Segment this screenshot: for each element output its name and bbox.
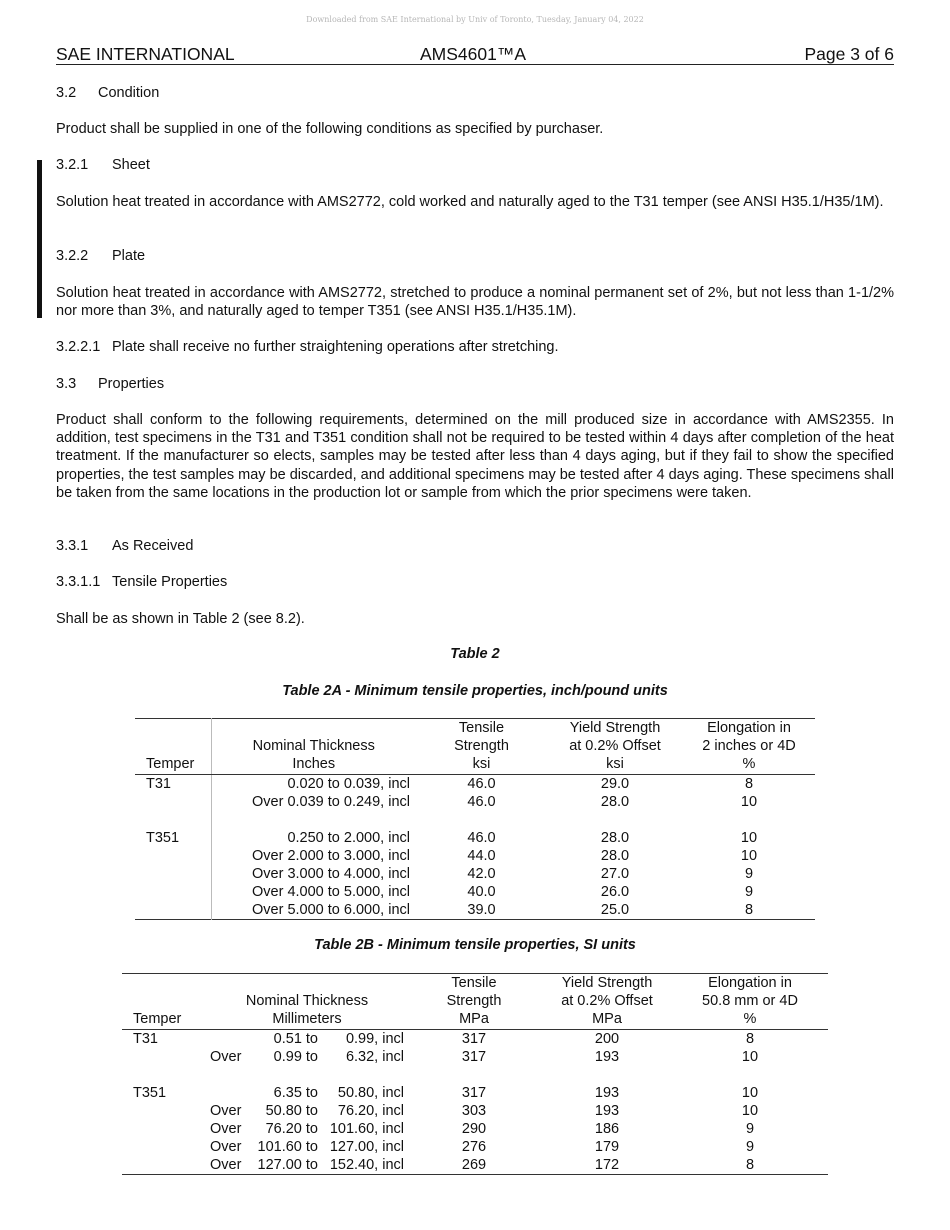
paragraph-3-2: Product shall be supplied in one of the following conditions as specified by purchaser. <box>56 121 604 137</box>
paragraph-3-3: Product shall conform to the following requirements, determined on the mill produced size in accordance with AMS2355. In addition, test specimens in the T31 and T351 condition shall not be required to be tested within 4 days after completion of the heat treatment. If the manufacturer so elects, samples may be tested after less than 4 days aging, but if they fail to show the specified properties, the test samples may be discarded, and additional specimens may be tested after 4 days aging. These specimens shall be taken from the same locations in the production lot or sample from which the prior specimens were taken. <box>56 412 894 501</box>
page-header <box>56 44 894 65</box>
th-elongation: Elongation in <box>708 975 792 991</box>
section-3-2-2-heading: 3.2.2 Plate <box>56 248 146 264</box>
th-temper: Temper <box>122 1010 208 1030</box>
paragraph-3-2-2-1: 3.2.2.1 Plate shall receive no further straightening operations after stretching. <box>56 339 559 355</box>
th-temper: Temper <box>135 755 211 775</box>
th-tensile: Tensile <box>451 975 497 991</box>
table-row: Over 127.00 to 152.40, incl 269 172 8 <box>210 1157 755 1173</box>
header-page-number: Page 3 of 6 <box>804 44 894 64</box>
table-row: T351 6.35 to 50.80, incl 317 193 10 <box>133 1085 759 1101</box>
table-2a-header-row-2: Nominal Thickness Strength at 0.2% Offset 2 inches or 4D <box>135 737 815 755</box>
table-row: Over 0.99 to 6.32, incl 317 193 10 <box>210 1049 759 1065</box>
table-row: T31 0.51 to 0.99, incl 317 200 8 <box>133 1031 755 1047</box>
table-2b-header-row-3: Temper Millimeters MPa MPa % <box>122 1010 828 1030</box>
table-2b-header-row-2: Nominal Thickness Strength at 0.2% Offset 50.8 mm or 4D <box>122 992 828 1010</box>
header-doc-number: AMS4601™A <box>420 44 527 64</box>
table-row: T351 0.250 to 2.000, incl 46.0 28.0 10 <box>146 830 758 846</box>
section-3-2-1-heading: 3.2.1 Sheet <box>56 157 150 173</box>
paragraph-3-2-2: Solution heat treated in accordance with AMS2772, stretched to produce a nominal permanent set of 2%, but not less than 1-1/2% nor more than 3%, and naturally aged to temper T351 (see ANSI H35.1/H35.1M). <box>56 285 894 320</box>
header-org: SAE INTERNATIONAL <box>56 44 235 64</box>
table-2b-caption: Table 2B - Minimum tensile properties, SI units <box>314 937 636 953</box>
table-row: Over 0.039 to 0.249, incl 46.0 28.0 10 <box>135 793 815 811</box>
th-thickness: Nominal Thickness <box>211 737 416 755</box>
table-row: Over 4.000 to 5.000, incl 40.0 26.0 9 <box>135 883 815 901</box>
table-2a-caption: Table 2A - Minimum tensile properties, inch/pound units <box>282 683 668 699</box>
section-3-3-1-1-heading: 3.3.1.1 Tensile Properties <box>56 574 228 590</box>
table-row: Over 101.60 to 127.00, incl 276 179 9 <box>210 1139 755 1155</box>
table-row: T31 0.020 to 0.039, incl 46.0 29.0 8 <box>146 776 754 792</box>
th-thickness: Nominal Thickness <box>245 993 369 1009</box>
th-yield: Yield Strength <box>569 720 661 736</box>
table-2b <box>122 973 828 1175</box>
th-yield: Yield Strength <box>561 975 653 991</box>
table-2a-header-row-1 <box>135 719 815 738</box>
th-tensile: Tensile <box>458 720 505 736</box>
section-3-3-heading: 3.3 Properties <box>56 376 165 392</box>
th-elongation: Elongation in <box>707 720 791 736</box>
download-notice: Downloaded from SAE International by Univ of Toronto, Tuesday, January 04, 2022 <box>306 15 644 24</box>
table-row: Over 76.20 to 101.60, incl 290 186 9 <box>210 1121 755 1137</box>
table-row: Over 50.80 to 76.20, incl 303 193 10 <box>210 1103 759 1119</box>
table-2a <box>135 718 815 920</box>
table-2b-header-row-1 <box>122 974 828 993</box>
paragraph-shall-be-as-shown: Shall be as shown in Table 2 (see 8.2). <box>56 611 305 627</box>
table-row: Over 3.000 to 4.000, incl 42.0 27.0 9 <box>135 865 815 883</box>
table-row: Over 5.000 to 6.000, incl 39.0 25.0 8 <box>135 901 815 920</box>
section-3-3-1-heading: 3.3.1 As Received <box>56 538 194 554</box>
change-bar <box>37 160 42 318</box>
table-2-title: Table 2 <box>450 646 500 662</box>
table-row: Over 2.000 to 3.000, incl 44.0 28.0 10 <box>135 847 815 865</box>
table-2a-header-row-3: Temper Inches ksi ksi % <box>135 755 815 775</box>
section-3-2-heading: 3.2 Condition <box>56 85 160 101</box>
paragraph-3-2-1: Solution heat treated in accordance with AMS2772, cold worked and naturally aged to the T31 temper (see ANSI H35.1/H35/1M). <box>56 194 884 210</box>
